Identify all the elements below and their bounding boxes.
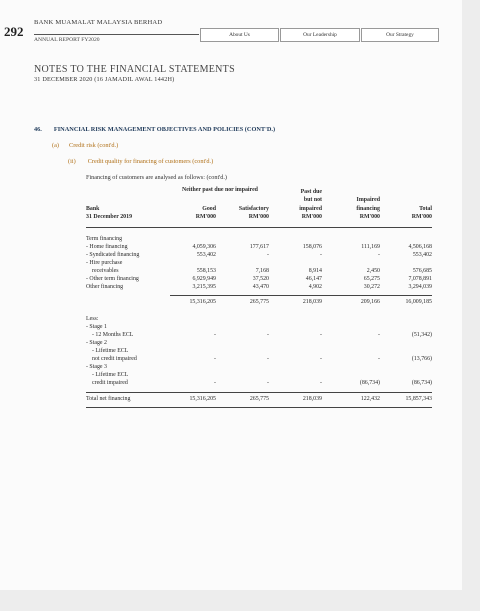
header-past-due-1: Past due [300,189,322,195]
cell-satisfactory: 177,617 [249,244,269,250]
subsection-heading-a [52,142,118,149]
total-bottom-rule [86,407,432,408]
row-label: - Home financing [86,244,128,250]
row-label: not credit impaired [92,356,137,362]
header-rule [86,227,432,228]
section-title: FINANCIAL RISK MANAGEMENT OBJECTIVES AND POLICIES (CONT'D.) [53,126,276,133]
cell-good: - [214,356,216,362]
total-impaired: 122,432 [360,396,380,402]
cell-good: 3,215,395 [192,284,216,290]
unit-good: RM'000 [195,214,216,220]
cell-past-due: - [320,356,322,362]
total-good: 15,316,205 [189,396,216,402]
row-label: Less: [86,316,99,322]
subsection-number: (a) [52,142,59,149]
row-label: - Lifetime ECL [92,372,129,378]
header-past-due-2: but not [303,197,322,203]
cell-total: (51,342) [411,332,432,338]
cell-satisfactory: 37,520 [252,276,269,282]
subsection-title: Credit risk (cont'd.) [69,142,119,149]
section-number: 46. [34,126,42,133]
cell-good: 558,153 [196,268,216,274]
cell-impaired: 65,275 [363,276,380,282]
cell-satisfactory: - [267,252,269,258]
unit-impaired: RM'000 [359,214,380,220]
subtotal-past-due: 218,039 [302,299,322,305]
notes-subtitle: 31 DECEMBER 2020 (16 JAMADIL AWAL 1442H) [34,76,175,83]
row-label: - Lifetime ECL [92,348,129,354]
header-total: Total [419,206,432,212]
cell-impaired: 2,450 [366,268,380,274]
cell-satisfactory: 7,168 [255,268,269,274]
nav-about-us-button[interactable]: About Us [200,28,279,42]
subtotal-total: 16,009,185 [405,299,432,305]
cell-good: - [214,380,216,386]
cell-satisfactory: 43,470 [252,284,269,290]
header-bank: Bank [86,206,100,212]
notes-title: NOTES TO THE FINANCIAL STATEMENTS [34,64,235,75]
cell-total: 4,506,168 [408,244,432,250]
unit-past-due: RM'000 [301,214,322,220]
subtotal-satisfactory: 265,775 [249,299,269,305]
cell-total: 7,078,891 [408,276,432,282]
row-label: - Stage 2 [86,340,107,346]
cell-total: 576,685 [412,268,432,274]
cell-impaired: - [378,356,380,362]
cell-good: 4,059,306 [192,244,216,250]
row-label: - Stage 1 [86,324,107,330]
cell-satisfactory: - [267,380,269,386]
cell-total: (86,734) [411,380,432,386]
row-label: - Hire purchase [86,260,123,266]
cell-good: 6,929,949 [192,276,216,282]
cell-satisfactory: - [267,332,269,338]
page-number: 292 [4,24,24,39]
header-satisfactory: Satisfactory [238,206,269,212]
row-label: receivables [92,268,119,274]
cell-total: 553,402 [412,252,432,258]
cell-past-due: - [320,332,322,338]
cell-past-due: 158,076 [302,244,322,250]
subtotal-impaired: 209,166 [360,299,380,305]
cell-good: 553,402 [196,252,216,258]
cell-impaired: (86,734) [359,380,380,386]
group-header: Neither past due nor impaired [182,187,258,193]
nav-our-leadership-button[interactable]: Our Leadership [280,28,360,42]
cell-past-due: 4,902 [308,284,322,290]
header-good: Good [202,206,216,212]
subtotal-rule [170,295,432,296]
total-top-rule [86,392,432,393]
row-label: Other financing [86,284,124,290]
report-name: ANNUAL REPORT FY2020 [34,37,100,43]
cell-past-due: - [320,380,322,386]
total-total: 15,857,343 [405,396,432,402]
row-label: credit impaired [92,380,128,386]
cell-past-due: 46,147 [305,276,322,282]
unit-satisfactory: RM'000 [248,214,269,220]
total-label: Total net financing [86,396,131,402]
cell-impaired: - [378,332,380,338]
cell-past-due: - [320,252,322,258]
row-label: - Syndicated financing [86,252,140,258]
cell-satisfactory: - [267,356,269,362]
cell-past-due: 8,914 [308,268,322,274]
nav-our-strategy-button[interactable]: Our Strategy [361,28,439,42]
total-past-due: 218,039 [302,396,322,402]
cell-total: (13,766) [411,356,432,362]
header-impaired-2: financing [356,206,380,212]
header-date: 31 December 2019 [86,214,133,220]
intro-text: Financing of customers are analysed as follows: (cont'd.) [86,174,227,181]
subsection-ii-number: (ii) [68,158,76,165]
cell-impaired: - [378,252,380,258]
cell-total: 3,294,039 [408,284,432,290]
subsection-ii-title: Credit quality for financing of customers (cont'd.) [87,158,214,165]
row-label: - Stage 3 [86,364,107,370]
header-impaired-1: Impaired [356,197,380,203]
header-divider [34,34,199,35]
cell-good: - [214,332,216,338]
cell-impaired: 30,272 [363,284,380,290]
row-label: - Other term financing [86,276,139,282]
row-label: Term financing [86,236,123,242]
header-past-due-3: impaired [299,206,322,212]
subsection-heading-ii [68,158,213,165]
unit-total: RM'000 [411,214,432,220]
subtotal-good: 15,316,205 [189,299,216,305]
row-label: - 12 Months ECL [92,332,134,338]
section-heading-46 [34,126,275,133]
cell-impaired: 111,169 [361,244,380,250]
total-satisfactory: 265,775 [249,396,269,402]
company-name: BANK MUAMALAT MALAYSIA BERHAD [34,19,163,26]
